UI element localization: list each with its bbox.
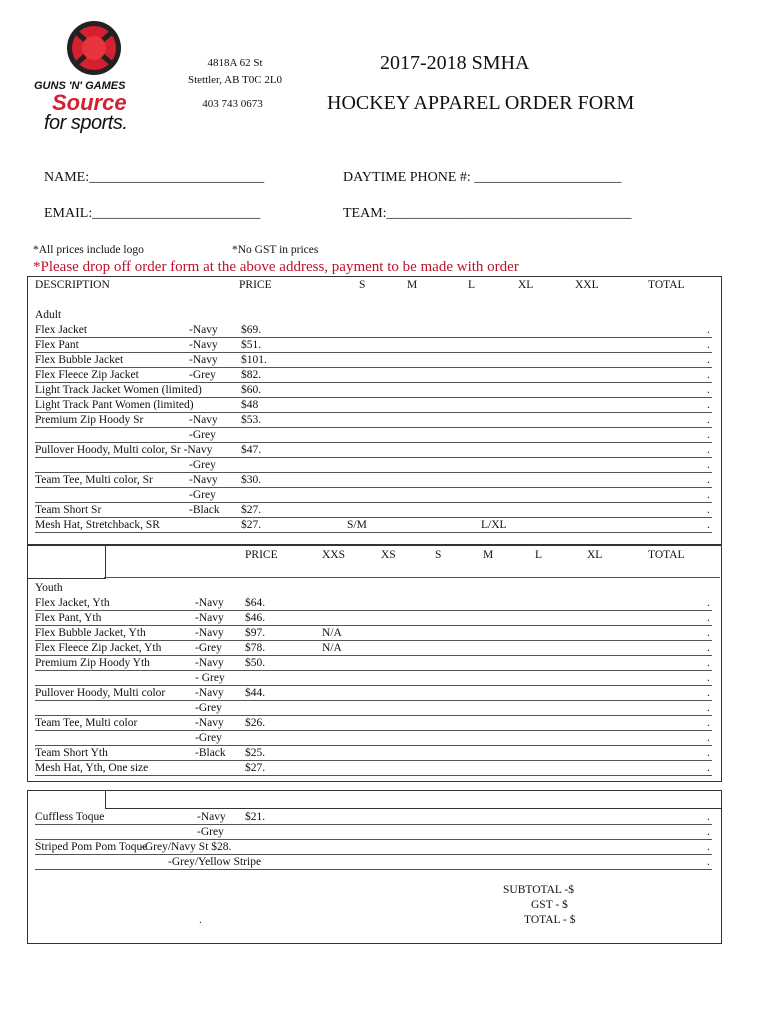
row-end-mark: . <box>707 612 710 624</box>
row-end-mark: . <box>707 672 710 684</box>
adult-header-row <box>35 279 715 294</box>
table-row[interactable] <box>35 323 712 338</box>
row-price: $27. <box>245 762 266 774</box>
row-price: $69. <box>241 324 262 336</box>
row-end-mark: . <box>707 429 710 441</box>
row-color: -Navy <box>195 627 224 639</box>
table-row[interactable] <box>35 398 712 413</box>
table-row[interactable] <box>35 701 712 716</box>
row-end-mark: . <box>707 489 710 501</box>
row-color: -Navy <box>195 687 224 699</box>
row-color: -Navy <box>195 657 224 669</box>
adult-header-price: PRICE <box>239 279 272 291</box>
row-color: - Grey <box>195 672 225 684</box>
row-price: $101. <box>241 354 267 366</box>
row-price: $82. <box>241 369 262 381</box>
table-row[interactable] <box>35 443 712 458</box>
table-row[interactable] <box>35 383 712 398</box>
table-row[interactable] <box>35 746 712 761</box>
subtotal-label: SUBTOTAL -$ <box>503 884 574 896</box>
row-end-mark: . <box>707 856 710 868</box>
row-end-mark: . <box>707 811 710 823</box>
row-color: -Grey <box>189 429 216 441</box>
email-field[interactable]: EMAIL:________________________ <box>44 206 261 221</box>
row-color: -Navy <box>189 339 218 351</box>
row-description: Mesh Hat, Stretchback, SR <box>35 519 160 531</box>
store-address-line1: 4818A 62 St <box>207 57 263 69</box>
adult-header-xxl: XXL <box>575 279 599 291</box>
row-description: Flex Pant <box>35 339 79 351</box>
row-price: $27. <box>241 519 262 531</box>
row-description: Team Short Yth <box>35 747 108 759</box>
row-price: $30. <box>241 474 262 486</box>
row-extra-2: L/XL <box>481 519 507 531</box>
dropoff-note: *Please drop off order form at the above address, payment to be made with order <box>33 259 519 275</box>
row-end-mark: . <box>707 657 710 669</box>
row-end-mark: . <box>707 717 710 729</box>
team-field[interactable]: TEAM:___________________________________ <box>343 206 632 221</box>
row-color: -Grey <box>189 489 216 501</box>
row-price: $78. <box>245 642 266 654</box>
table-row[interactable] <box>35 338 712 353</box>
row-color: -Grey/Yellow Stripe <box>168 856 262 868</box>
youth-header-total: TOTAL <box>648 549 685 561</box>
row-color: -Navy <box>189 324 218 336</box>
table-row[interactable] <box>35 488 712 503</box>
youth-header-xs: XS <box>381 549 396 561</box>
row-end-mark: . <box>707 687 710 699</box>
table-row[interactable] <box>35 458 712 473</box>
table-row[interactable] <box>35 611 712 626</box>
adult-header-s: S <box>359 279 366 291</box>
table-row[interactable] <box>35 840 712 855</box>
row-end-mark: . <box>707 459 710 471</box>
row-end-mark: . <box>707 369 710 381</box>
row-description: Premium Zip Hoody Sr <box>35 414 144 426</box>
row-price: $47. <box>241 444 262 456</box>
row-color: -Navy <box>195 612 224 624</box>
row-color: -Navy <box>189 474 218 486</box>
daytime-phone-field[interactable]: DAYTIME PHONE #: _____________________ <box>343 170 622 185</box>
row-rule <box>35 775 712 776</box>
gst-label: GST - $ <box>531 899 568 911</box>
row-end-mark: . <box>707 841 710 853</box>
row-description: Striped Pom Pom Toque <box>35 841 148 853</box>
row-price: $48 <box>241 399 259 411</box>
table-row[interactable] <box>35 855 712 870</box>
table-row[interactable] <box>35 596 712 611</box>
row-end-mark: . <box>707 414 710 426</box>
youth-section-label: Youth <box>35 582 63 594</box>
row-color: -Navy <box>195 597 224 609</box>
row-description: Flex Bubble Jacket <box>35 354 124 366</box>
adult-header-m: M <box>407 279 418 291</box>
row-price: $26. <box>245 717 266 729</box>
logo-text-forsports: for sports. <box>44 112 128 134</box>
row-description: Team Tee, Multi color <box>35 717 138 729</box>
row-price: $64. <box>245 597 266 609</box>
row-price: $21. <box>245 811 266 823</box>
row-description: Flex Jacket <box>35 324 88 336</box>
table-row[interactable] <box>35 825 712 840</box>
row-price: $53. <box>241 414 262 426</box>
row-extra-1: N/A <box>322 627 342 639</box>
row-color: -Navy <box>189 354 218 366</box>
row-extra-1: N/A <box>322 642 342 654</box>
row-end-mark: . <box>707 702 710 714</box>
row-price: $27. <box>241 504 262 516</box>
row-price: $50. <box>245 657 266 669</box>
signature-dot: . <box>199 914 202 926</box>
row-end-mark: . <box>707 504 710 516</box>
row-price: $60. <box>241 384 262 396</box>
row-color: -Grey <box>195 732 222 744</box>
row-color: -Black <box>189 504 220 516</box>
youth-header-price: PRICE <box>245 549 278 561</box>
form-title-main: HOCKEY APPAREL ORDER FORM <box>327 92 635 114</box>
row-description: Flex Fleece Zip Jacket <box>35 369 139 381</box>
youth-header-rule <box>104 577 720 578</box>
table-row[interactable] <box>35 731 712 746</box>
row-end-mark: . <box>707 354 710 366</box>
logo-text-source: Source <box>52 90 127 115</box>
table-row[interactable] <box>35 716 712 731</box>
table-row[interactable] <box>35 656 712 671</box>
row-description: Flex Bubble Jacket, Yth <box>35 627 146 639</box>
name-field[interactable]: NAME:_________________________ <box>44 170 265 185</box>
table-row[interactable] <box>35 810 712 825</box>
row-end-mark: . <box>707 474 710 486</box>
row-end-mark: . <box>707 627 710 639</box>
row-color: -Grey <box>197 826 224 838</box>
row-color: -Grey <box>195 642 222 654</box>
logo-text-guns: GUNS 'N' GAMES <box>34 80 126 92</box>
table-row[interactable] <box>35 761 712 776</box>
row-description: Flex Jacket, Yth <box>35 597 110 609</box>
row-description: Premium Zip Hoody Yth <box>35 657 150 669</box>
adult-header-l: L <box>468 279 476 291</box>
row-description: Light Track Pant Women (limited) <box>35 399 194 411</box>
row-end-mark: . <box>707 324 710 336</box>
adult-header-total: TOTAL <box>648 279 685 291</box>
table-row[interactable] <box>35 626 712 641</box>
table-row[interactable] <box>35 428 712 443</box>
store-logo <box>30 18 160 138</box>
row-rule <box>35 869 712 870</box>
row-description: Team Tee, Multi color, Sr <box>35 474 153 486</box>
row-color: -Grey <box>189 369 216 381</box>
youth-header-xxs: XXS <box>322 549 346 561</box>
row-color: -Grey <box>189 459 216 471</box>
toque-header-box <box>105 790 722 809</box>
row-price: $44. <box>245 687 266 699</box>
row-description: Light Track Jacket Women (limited) <box>35 384 202 396</box>
row-rule <box>35 532 712 533</box>
row-end-mark: . <box>707 762 710 774</box>
row-extra-1: S/M <box>347 519 367 531</box>
youth-header-l: L <box>535 549 543 561</box>
row-end-mark: . <box>707 747 710 759</box>
row-end-mark: . <box>707 597 710 609</box>
table-row[interactable] <box>35 686 712 701</box>
store-address-line2: Stettler, AB T0C 2L0 <box>187 74 283 86</box>
table-row[interactable] <box>35 353 712 368</box>
adult-header-description: DESCRIPTION <box>35 279 110 291</box>
row-end-mark: . <box>707 642 710 654</box>
row-color: -Navy <box>189 414 218 426</box>
youth-header-row <box>35 549 715 564</box>
row-description: Pullover Hoody, Multi color <box>35 687 166 699</box>
table-row[interactable] <box>35 368 712 383</box>
youth-header-s: S <box>435 549 442 561</box>
row-end-mark: . <box>707 339 710 351</box>
row-end-mark: . <box>707 826 710 838</box>
row-description: Pullover Hoody, Multi color, Sr -Navy <box>35 444 213 456</box>
row-color: -Grey/Navy St $28. <box>141 841 232 853</box>
total-label: TOTAL - $ <box>524 914 576 926</box>
row-description: Flex Fleece Zip Jacket, Yth <box>35 642 162 654</box>
form-title-season: 2017-2018 SMHA <box>380 52 530 74</box>
row-color: -Grey <box>195 702 222 714</box>
row-end-mark: . <box>707 384 710 396</box>
row-color: -Black <box>195 747 226 759</box>
adult-section-label: Adult <box>35 309 62 321</box>
table-row[interactable] <box>35 473 712 488</box>
row-price: $46. <box>245 612 266 624</box>
table-row[interactable] <box>35 671 712 686</box>
youth-header-m: M <box>483 549 494 561</box>
row-description: Team Short Sr <box>35 504 102 516</box>
row-end-mark: . <box>707 519 710 531</box>
row-end-mark: . <box>707 399 710 411</box>
row-end-mark: . <box>707 732 710 744</box>
logo-note: *All prices include logo <box>33 244 144 256</box>
table-row[interactable] <box>35 503 712 518</box>
store-phone: 403 743 0673 <box>202 98 263 110</box>
row-end-mark: . <box>707 444 710 456</box>
table-row[interactable] <box>35 641 712 656</box>
row-price: $25. <box>245 747 266 759</box>
table-row[interactable] <box>35 413 712 428</box>
row-color: -Navy <box>197 811 226 823</box>
adult-header-xl: XL <box>518 279 534 291</box>
table-row[interactable] <box>35 518 712 533</box>
row-color: -Navy <box>195 717 224 729</box>
row-description: Cuffless Toque <box>35 811 105 823</box>
row-description: Mesh Hat, Yth, One size <box>35 762 149 774</box>
row-price: $51. <box>241 339 262 351</box>
youth-header-xl: XL <box>587 549 603 561</box>
row-description: Flex Pant, Yth <box>35 612 102 624</box>
gst-note: *No GST in prices <box>232 244 319 256</box>
row-price: $97. <box>245 627 266 639</box>
